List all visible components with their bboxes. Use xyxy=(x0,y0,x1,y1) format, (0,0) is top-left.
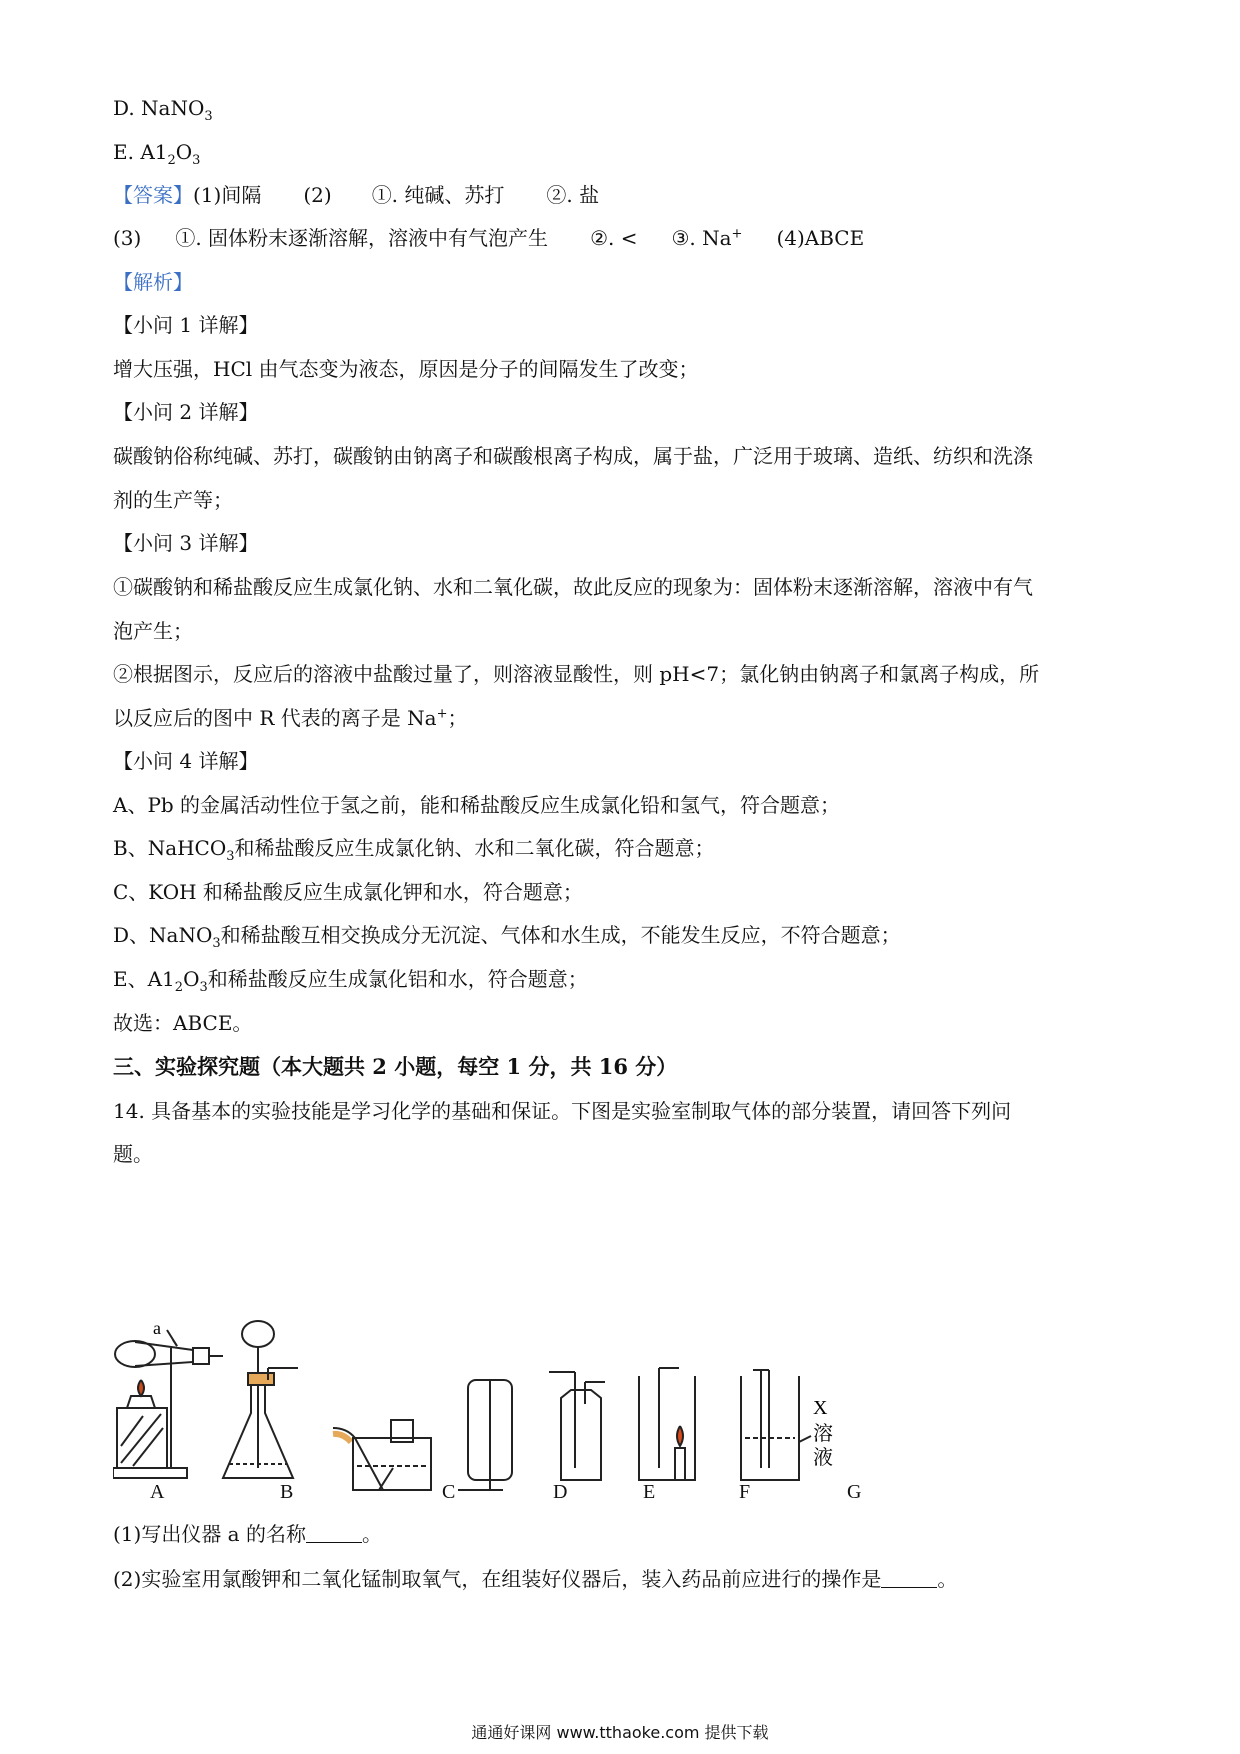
q3-text-1: ①碳酸钠和稀盐酸反应生成氯化钠、水和二氧化碳，故此反应的现象为：固体粉末逐渐溶解，溶液中有气 xyxy=(113,575,1033,599)
figure-label-c: C xyxy=(442,1481,456,1503)
q1-text: 增大压强，HCl 由气态变为液态，原因是分子的间隔发生了改变； xyxy=(113,357,699,381)
answer-blank[interactable] xyxy=(306,1524,362,1543)
q4-option-a: A、Pb 的金属活动性位于氢之前，能和稀盐酸反应生成氯化铅和氢气，符合题意； xyxy=(113,793,841,817)
q2-text-1: 碳酸钠俗称纯碱、苏打，碳酸钠由钠离子和碳酸根离子构成，属于盐，广泛用于玻璃、造纸、纺织和洗涤 xyxy=(113,444,1033,468)
option-d: D. NaNO$_3$ xyxy=(113,96,213,124)
q14-text-1: 14. 具备基本的实验技能是学习化学的基础和保证。下图是实验室制取气体的部分装置，请回答下列问 xyxy=(113,1099,1012,1123)
figure-label-d: D xyxy=(553,1481,568,1503)
apparatus-b xyxy=(223,1321,298,1478)
apparatus-d xyxy=(458,1380,512,1490)
option-e: E. $A1_2O_3$ xyxy=(113,140,201,168)
analysis-label: 【解析】 xyxy=(113,270,193,294)
figure-label-a: A xyxy=(150,1481,165,1503)
answer-line-2: (3) ①. 固体粉末逐渐溶解，溶液中有气泡产生 ②. < ③. Na+ (4)ABCE xyxy=(113,226,865,250)
figure-label-f: F xyxy=(739,1481,751,1503)
q14-part-1: (1)写出仪器 a 的名称 。 xyxy=(113,1522,382,1546)
apparatus-f xyxy=(639,1368,695,1480)
answer-label: 【答案】 xyxy=(113,183,193,207)
section-heading: 三、实验探究题（本大题共 2 小题，每空 1 分，共 16 分） xyxy=(113,1054,678,1079)
label-solution-1: 溶 xyxy=(813,1421,833,1445)
figure-label-e: E xyxy=(643,1481,656,1503)
q2-heading: 【小问 2 详解】 xyxy=(113,400,259,424)
answer-blank[interactable] xyxy=(881,1569,937,1588)
q3-text-3: ②根据图示，反应后的溶液中盐酸过量了，则溶液显酸性，则 pH<7；氯化钠由钠离子和氯离子构成，所 xyxy=(113,662,1040,686)
apparatus-c xyxy=(333,1420,431,1490)
answer-line-1: 【答案】(1)间隔 (2) ①. 纯碱、苏打 ②. 盐 xyxy=(113,183,600,207)
apparatus-e xyxy=(549,1372,605,1480)
q4-option-e: E、$A1_2O_3$和稀盐酸反应生成氯化铝和水，符合题意； xyxy=(113,967,588,995)
footer: 通通好课网 www.tthaoke.com 提供下载 xyxy=(471,1723,769,1742)
q14-text-2: 题。 xyxy=(113,1142,153,1166)
q1-heading: 【小问 1 详解】 xyxy=(113,313,259,337)
q2-text-2: 剂的生产等； xyxy=(113,488,233,512)
apparatus-g xyxy=(741,1370,811,1480)
q3-text-2: 泡产生； xyxy=(113,619,193,643)
label-x: X xyxy=(813,1397,828,1419)
figure-label-b: B xyxy=(280,1481,294,1503)
q4-heading: 【小问 4 详解】 xyxy=(113,749,259,773)
q3-text-4: 以反应后的图中 R 代表的离子是 Na+； xyxy=(113,706,468,730)
q4-option-c: C、KOH 和稀盐酸反应生成氯化钾和水，符合题意； xyxy=(113,880,583,904)
q14-part-2: (2)实验室用氯酸钾和二氧化锰制取氧气，在组装好仪器后，装入药品前应进行的操作是 。 xyxy=(113,1567,958,1591)
q4-option-b: B、NaHCO$_3$和稀盐酸反应生成氯化钠、水和二氧化碳，符合题意； xyxy=(113,836,715,864)
q3-heading: 【小问 3 详解】 xyxy=(113,531,259,555)
apparatus-figure xyxy=(113,1318,973,1508)
label-a: a xyxy=(153,1318,161,1338)
figure-label-g: G xyxy=(847,1481,862,1503)
apparatus-a xyxy=(113,1330,223,1478)
q4-option-d: D、NaNO$_3$和稀盐酸互相交换成分无沉淀、气体和水生成，不能发生反应，不符合题意； xyxy=(113,923,901,951)
final-choice: 故选：ABCE。 xyxy=(113,1011,253,1035)
label-solution-2: 液 xyxy=(813,1445,833,1469)
